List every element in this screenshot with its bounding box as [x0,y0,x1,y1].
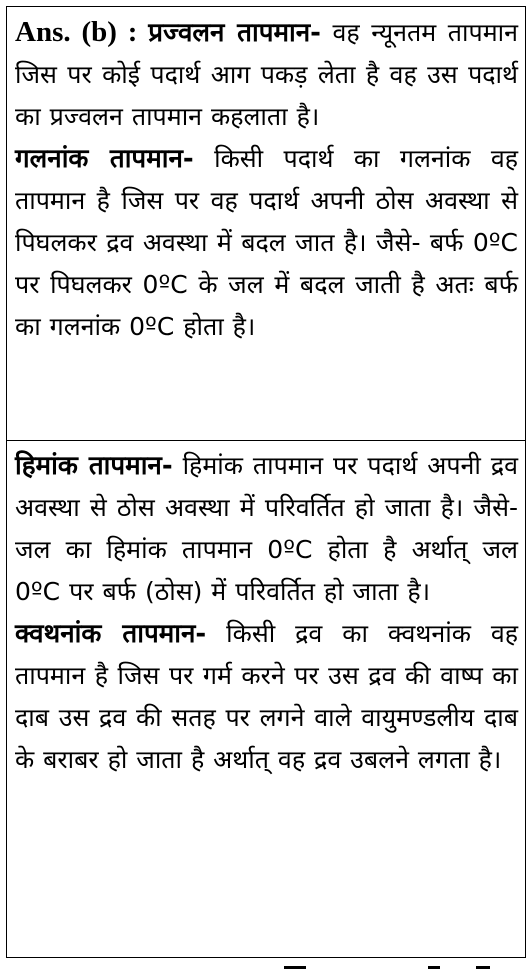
answer-box-bottom [6,440,526,958]
boiling-point-term: क्वथनांक तापमान- [15,619,207,649]
answer-box-top [6,6,526,440]
freezing-point-paragraph [15,445,518,613]
answer-label: Ans. (b) : [15,16,149,48]
ignition-temperature-paragraph [15,11,518,138]
freezing-point-term: हिमांक तापमान- [15,451,173,481]
ignition-temperature-text: वह न्यूनतम तापमान जिस पर कोई पदार्थ आग पकड़ लेता है वह उस पदार्थ का प्रज्वलन तापमान कहलाता है। [15,18,518,131]
boiling-point-text: किसी द्रव का क्वथनांक वह तापमान है जिस पर गर्म करने पर उस द्रव की वाष्प का दाब उस द्रव की सतह पर लगने वाले वायुमण्डलीय दाब के बराबर हो जाता है अर्थात् वह द्रव उबलने लगता है। [15,619,518,774]
melting-point-paragraph [15,138,518,348]
freezing-point-text: हिमांक तापमान पर पदार्थ अपनी द्रव अवस्था से ठोस अवस्था में परिवर्तित हो जाता है। जैसे-जल का हिमांक तापमान 0ºC होता है अर्थात् जल 0ºC पर बर्फ (ठोस) में परिवर्तित हो जाता है। [15,451,518,606]
melting-point-text: किसी पदार्थ का गलनांक वह तापमान है जिस पर वह पदार्थ अपनी ठोस अवस्था से पिघलकर द्रव अवस्था में बदल जात है। जैसे- बर्फ 0ºC पर पिघलकर 0ºC के जल में बदल जाती है अतः बर्फ का गलनांक 0ºC होता है। [15,144,519,341]
melting-point-term: गलनांक तापमान- [15,144,194,174]
cropped-text-fragments [0,962,532,972]
ignition-temperature-term: प्रज्वलन तापमान- [148,18,321,48]
boiling-point-paragraph [15,613,518,781]
